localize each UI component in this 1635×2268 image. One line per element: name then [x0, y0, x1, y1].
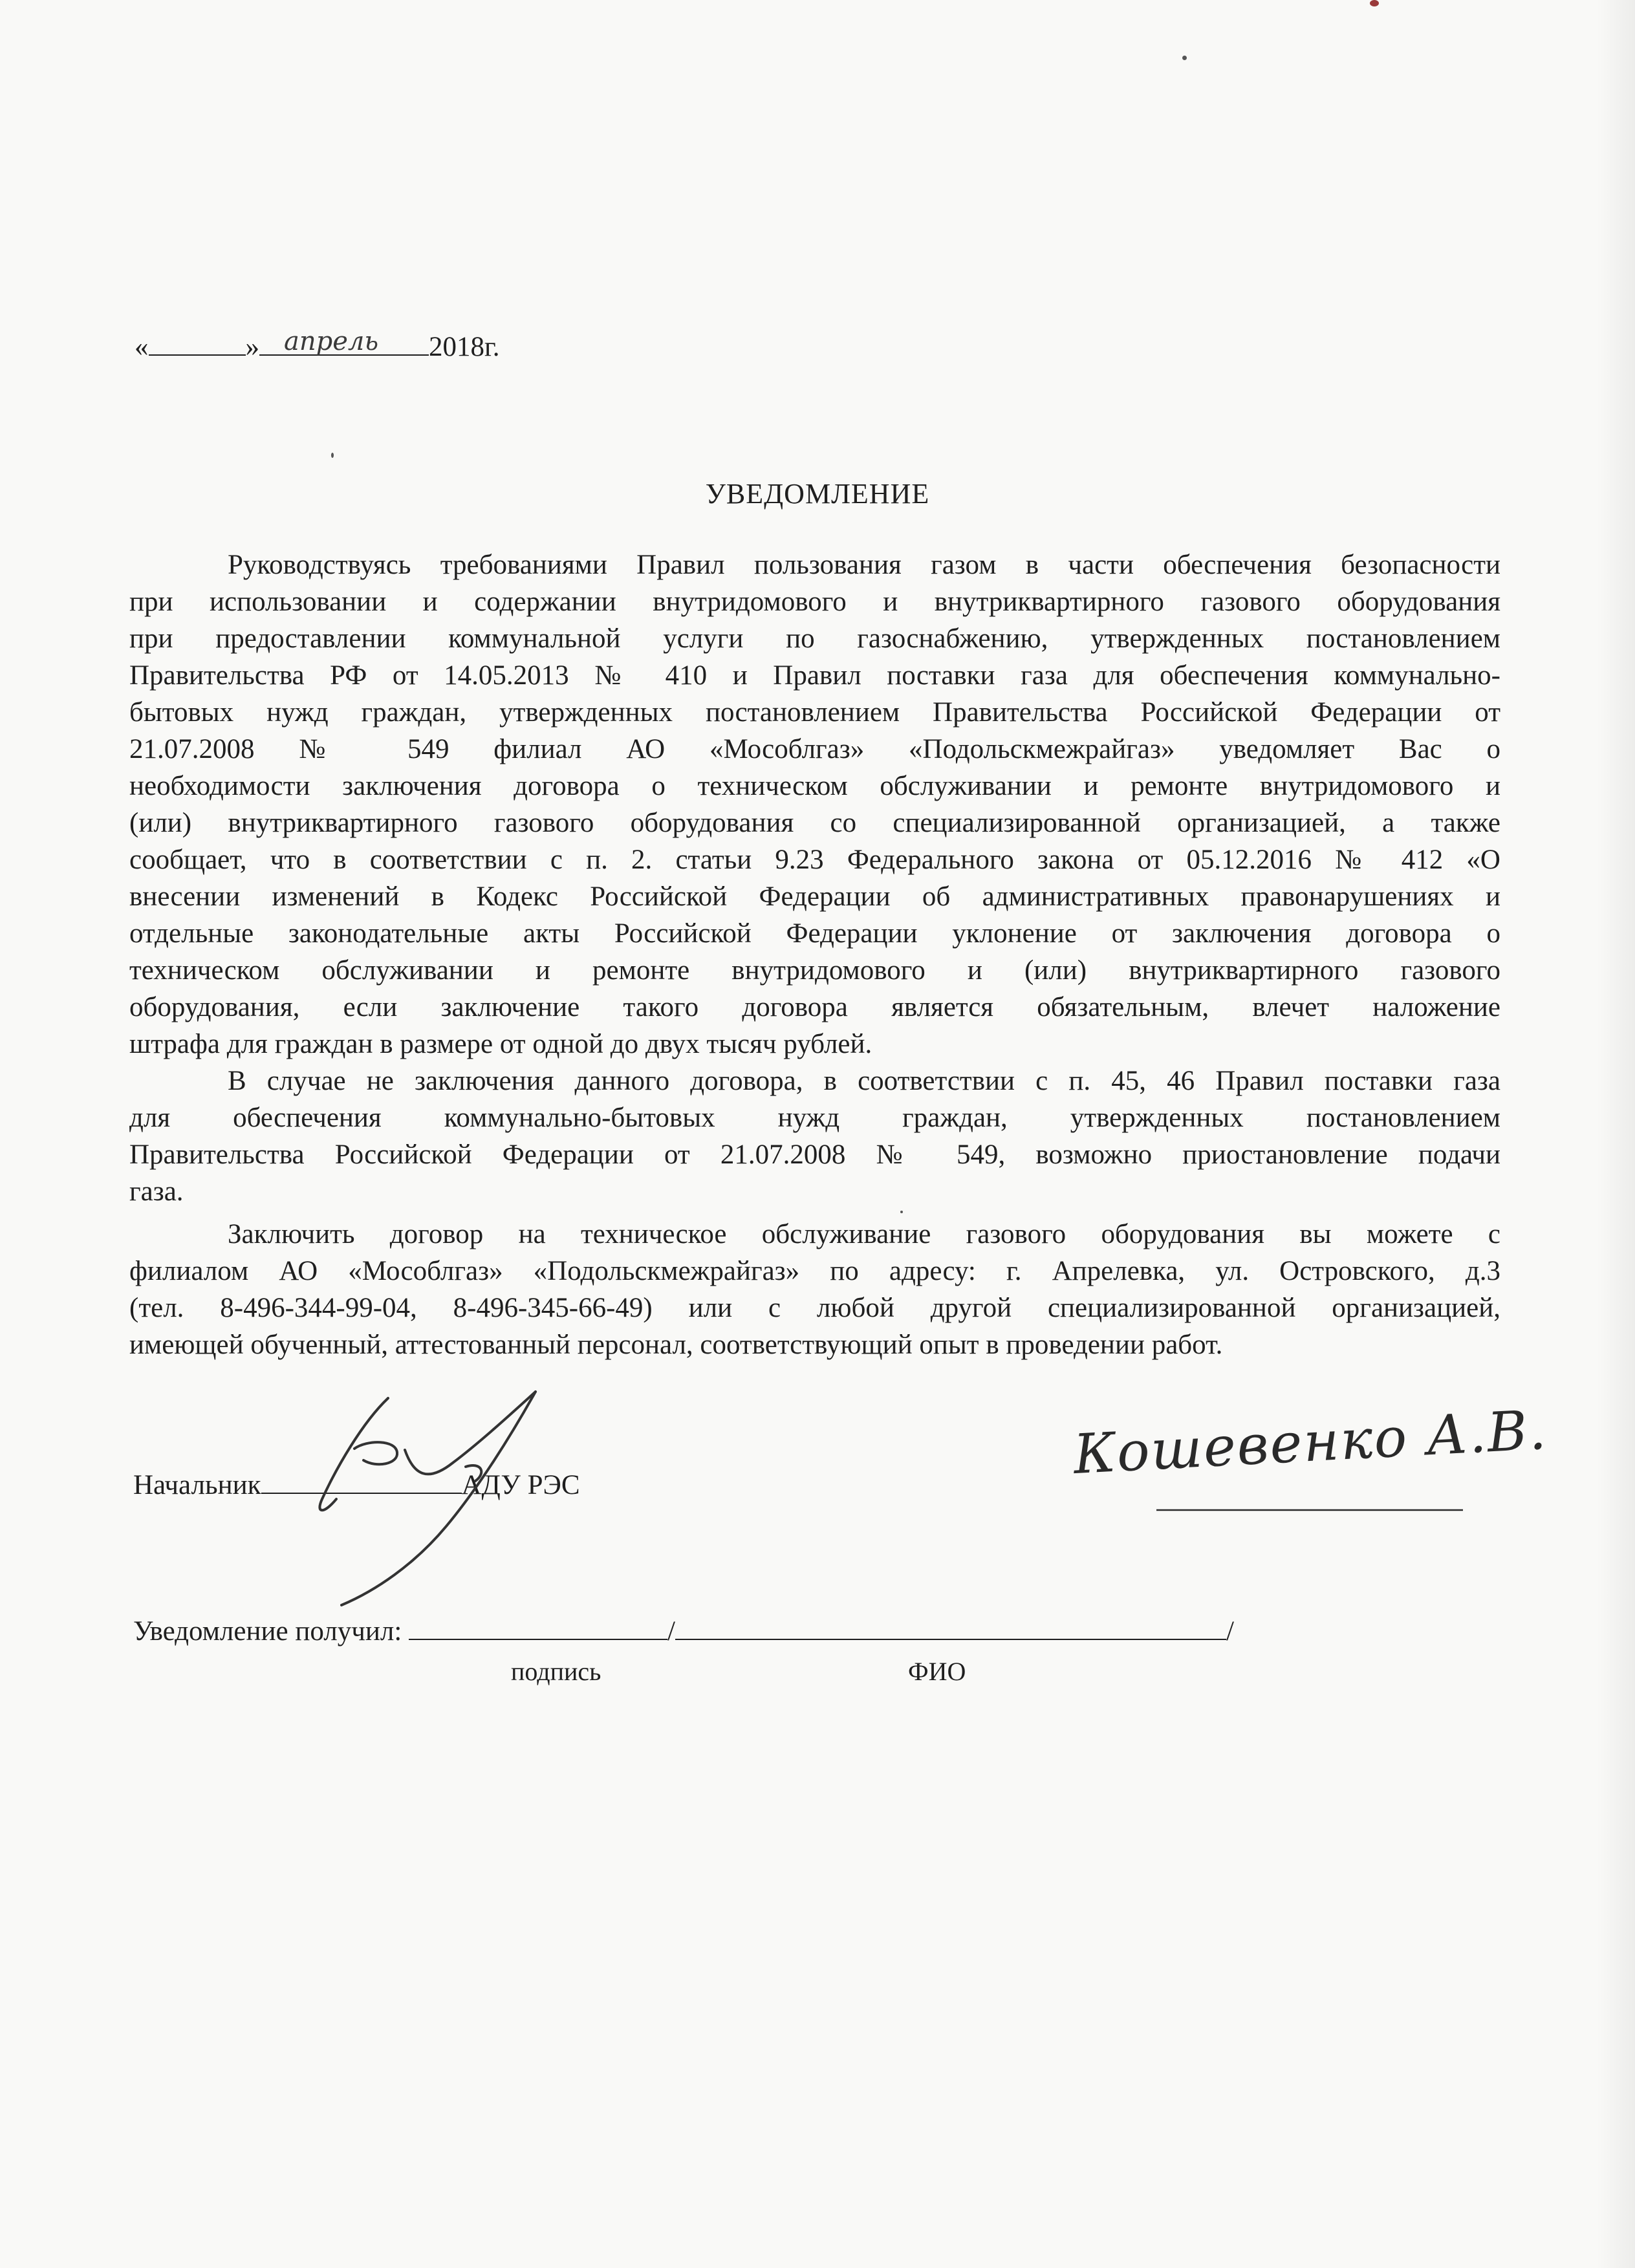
- paragraph-3-line: (тел. 8-496-344-99-04, 8-496-345-66-49) или с любой другой специализированной организацией,: [129, 1293, 1500, 1323]
- paragraph-1-line: внесении изменений в Кодекс Российской Федерации об административных правонарушениях и: [129, 881, 1500, 912]
- receipt-slash-2: /: [1226, 1616, 1234, 1647]
- paragraph-2-line: для обеспечения коммунально-бытовых нужд граждан, утвержденных постановлением: [129, 1103, 1500, 1133]
- paragraph-1-line: Руководствуясь требованиями Правил пользования газом в части обеспечения безопасности: [228, 550, 1500, 580]
- month-handwritten: апрель: [284, 327, 379, 356]
- date-close-quote: »: [245, 332, 259, 362]
- paragraph-1-line: штрафа для граждан в размере от одной до двух тысяч рублей.: [129, 1029, 872, 1059]
- paragraph-3-line: Заключить договор на техническое обслуживание газового оборудования вы можете с: [228, 1219, 1500, 1249]
- paragraph-1-line: бытовых нужд граждан, утвержденных постановлением Правительства Российской Федерации от: [129, 697, 1500, 728]
- paragraph-1-line: оборудования, если заключение такого договора является обязательным, влечет наложение: [129, 992, 1500, 1022]
- paragraph-1-line: при предоставлении коммунальной услуги по газоснабжению, утвержденных постановлением: [129, 623, 1500, 654]
- document-title: УВЕДОМЛЕНИЕ: [705, 478, 930, 510]
- date-year: 2018г.: [429, 332, 500, 362]
- paragraph-1-line: сообщает, что в соответствии с п. 2. статьи 9.23 Федерального закона от 05.12.2016 № 412 «О: [129, 845, 1500, 875]
- paragraph-1-line: отдельные законодательные акты Российской Федерации уклонение от заключения договора о: [129, 918, 1500, 949]
- paragraph-3-line: филиалом АО «Мособлгаз» «Подольскмежрайгаз» по адресу: г. Апрелевка, ул. Островского, д.3: [129, 1256, 1500, 1286]
- paragraph-2-line: газа.: [129, 1176, 184, 1207]
- paragraph-1-line: Правительства РФ от 14.05.2013 № 410 и Правил поставки газа для обеспечения коммунально-: [129, 660, 1500, 691]
- chief-department: АДУ РЭС: [461, 1470, 580, 1500]
- paragraph-1-line: при использовании и содержании внутридомового и внутриквартирного газового оборудования: [129, 587, 1500, 617]
- paragraph-1-line: техническом обслуживании и ремонте внутридомового и (или) внутриквартирного газового: [129, 955, 1500, 986]
- receipt-label: Уведомление получил:: [133, 1616, 402, 1647]
- caption-name: ФИО: [908, 1657, 966, 1686]
- receipt-signature-blank: [409, 1613, 667, 1640]
- receipt-name-blank: [675, 1613, 1226, 1640]
- paragraph-1-line: 21.07.2008 № 549 филиал АО «Мособлгаз» «Подольскмежрайгаз» уведомляет Вас о: [129, 734, 1500, 764]
- receipt-line: [133, 1613, 1234, 1650]
- chief-label: Начальник: [133, 1470, 261, 1500]
- handwritten-signature-name: Кошевенко А.В.: [1072, 1398, 1549, 1486]
- caption-signature: подпись: [511, 1657, 601, 1686]
- paragraph-2-line: Правительства Российской Федерации от 21.07.2008 № 549, возможно приостановление подачи: [129, 1139, 1500, 1170]
- paragraph-1-line: (или) внутриквартирного газового оборудования со специализированной организацией, а также: [129, 808, 1500, 838]
- date-open-quote: «: [135, 332, 149, 362]
- paragraph-1-line: необходимости заключения договора о техническом обслуживании и ремонте внутридомового и: [129, 771, 1500, 801]
- paragraph-2-line: В случае не заключения данного договора, в соответствии с п. 45, 46 Правил поставки газа: [228, 1066, 1500, 1096]
- paragraph-3-line: имеющей обученный, аттестованный персонал, соответствующий опыт в проведении работ.: [129, 1330, 1223, 1360]
- receipt-slash-1: /: [667, 1616, 675, 1647]
